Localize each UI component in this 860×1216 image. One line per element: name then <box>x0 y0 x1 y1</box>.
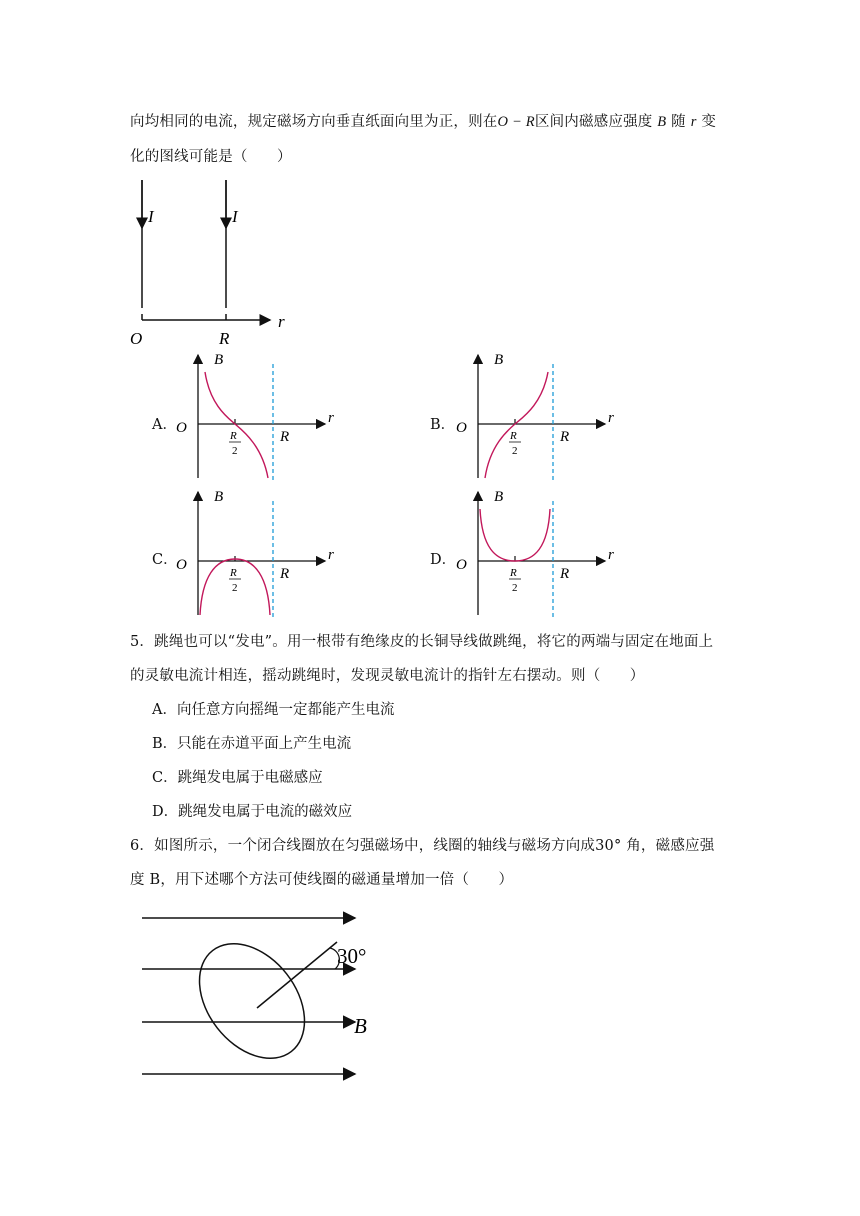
r-axis-label: r <box>328 410 334 426</box>
half-R-denominator: 2 <box>232 445 238 457</box>
angle-label: 30° <box>337 944 367 968</box>
q4-math-OR: O − R <box>497 114 535 130</box>
half-R-denominator: 2 <box>232 582 238 594</box>
half-R-numerator: R <box>510 567 517 579</box>
R-label: R <box>280 566 290 582</box>
graph-option-b <box>450 350 650 485</box>
two-wires-figure <box>120 170 300 350</box>
current-label-right: I <box>232 207 238 226</box>
B-axis-label: B <box>494 352 504 368</box>
origin-label: O <box>456 557 467 573</box>
half-R-numerator: R <box>510 430 517 442</box>
q4-text-line1 <box>130 110 716 131</box>
half-R-denominator: 2 <box>512 582 518 594</box>
B-axis-label: B <box>214 352 224 368</box>
field-curve <box>205 372 268 478</box>
r-axis-label: r <box>328 547 334 563</box>
B-axis-label: B <box>214 489 224 505</box>
graph-option-d <box>450 487 650 622</box>
q5-option-a[interactable]: A．向任意方向摇绳一定都能产生电流 <box>152 702 395 718</box>
q5-option-c[interactable]: C．跳绳发电属于电磁感应 <box>152 770 323 786</box>
q4-text-d: 变 <box>701 114 717 130</box>
field-curve <box>485 372 548 478</box>
q5-option-b[interactable]: B．只能在赤道平面上产生电流 <box>152 736 352 752</box>
graph-option-letter-a[interactable]: A． <box>152 417 177 433</box>
q6-line1: 6．如图所示，一个闭合线圈放在匀强磁场中，线圈的轴线与磁场方向成30° 角，磁感应强 <box>130 838 715 854</box>
q5-line2: 的灵敏电流计相连，摇动跳绳时，发现灵敏电流计的指针左右摆动。则（ ） <box>130 668 645 684</box>
half-R-denominator: 2 <box>512 445 518 457</box>
field-curve <box>480 509 550 561</box>
R-label: R <box>280 429 290 445</box>
coil-axis <box>257 942 337 1008</box>
q4-var-B: B <box>657 114 667 130</box>
r-axis-label: r <box>608 410 614 426</box>
half-R-numerator: R <box>230 567 237 579</box>
coil-ellipse <box>178 923 326 1078</box>
coil-in-field-figure <box>130 900 390 1090</box>
q5-line1: 5．跳绳也可以“发电”。用一根带有绝缘皮的长铜导线做跳绳，将它的两端与固定在地面上 <box>130 634 714 650</box>
B-axis-label: B <box>494 489 504 505</box>
R-label: R <box>560 429 570 445</box>
r-axis-label: r <box>278 312 285 331</box>
origin-label: O <box>456 420 467 436</box>
graph-option-letter-d[interactable]: D． <box>430 552 457 568</box>
q5-option-d[interactable]: D．跳绳发电属于电流的磁效应 <box>152 804 353 820</box>
r-axis-label: r <box>608 547 614 563</box>
graph-option-letter-c[interactable]: C． <box>152 552 178 568</box>
q4-text-b: 区间内磁感应强度 <box>534 114 653 130</box>
origin-label: O <box>130 329 143 348</box>
q4-text-line2: 化的图线可能是（ ） <box>130 149 292 165</box>
R-label: R <box>560 566 570 582</box>
field-label-B: B <box>354 1014 367 1038</box>
graph-option-a <box>170 350 370 485</box>
q4-text-a: 向均相同的电流，规定磁场方向垂直纸面向里为正，则在 <box>130 114 498 130</box>
current-label-left: I <box>148 207 154 226</box>
half-R-numerator: R <box>230 430 237 442</box>
q4-text-c: 随 <box>671 114 686 130</box>
origin-label: O <box>176 420 187 436</box>
origin-label: O <box>176 557 187 573</box>
q6-line2: 度 B，用下述哪个方法可使线圈的磁通量增加一倍（ ） <box>130 872 514 888</box>
q4-var-r: r <box>690 114 697 130</box>
graph-option-letter-b[interactable]: B． <box>430 417 456 433</box>
graph-option-c <box>170 487 370 622</box>
R-label: R <box>219 329 230 348</box>
